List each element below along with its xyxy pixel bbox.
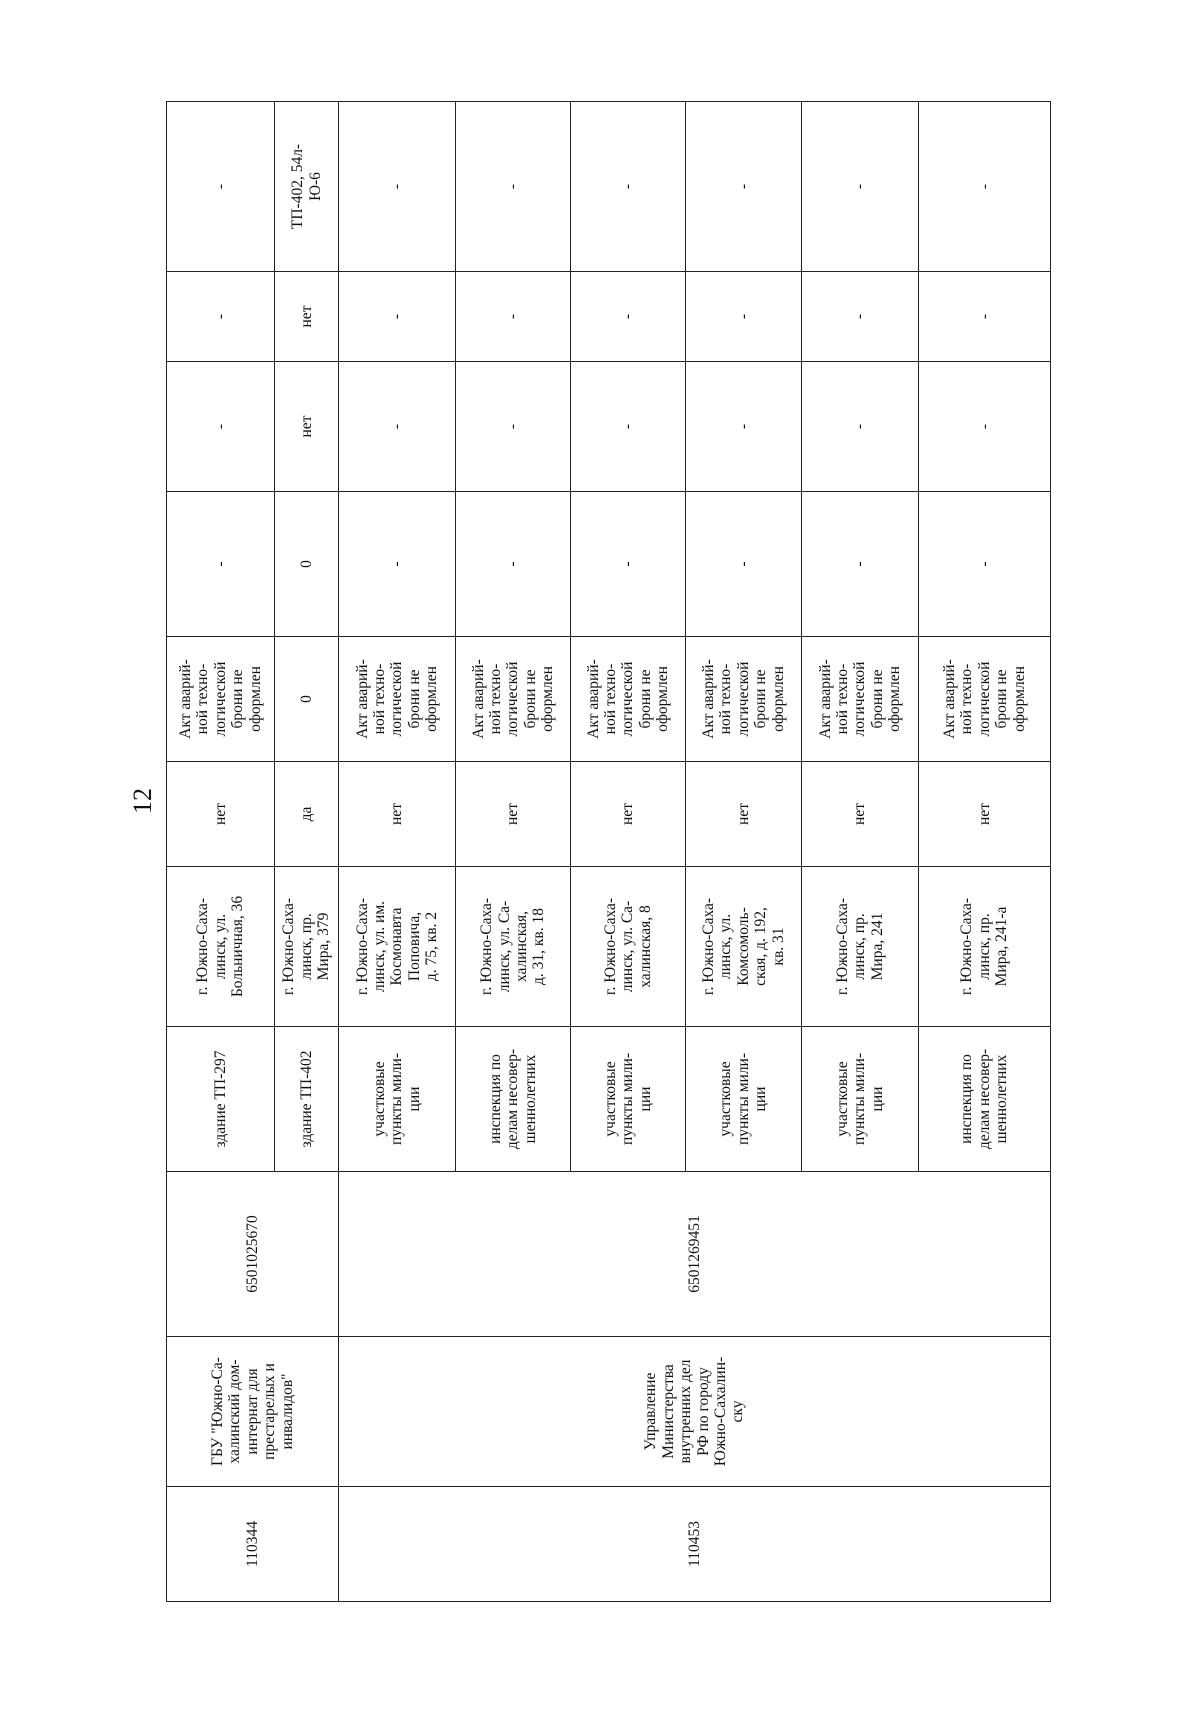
reference-cell: -: [919, 102, 1051, 272]
address-cell: г. Южно-Саха- линск, пр. Мира, 379: [275, 867, 339, 1027]
yes-no-cell: нет: [167, 762, 275, 867]
flag-cell: -: [686, 362, 802, 492]
act-status-cell: Акт аварий- ной техно- логической брони не оформлен: [167, 637, 275, 762]
act-status-cell: Акт аварий- ной техно- логической брони не оформлен: [456, 637, 571, 762]
org-code-cell: 110344: [167, 1487, 339, 1602]
yes-no-cell: да: [275, 762, 339, 867]
yes-no-cell: нет: [456, 762, 571, 867]
value-cell: -: [571, 492, 686, 637]
org-name-cell: Управление Министерства внутренних дел РФ по городу Южно-Сахалин- ску: [339, 1337, 1051, 1487]
flag-cell: нет: [275, 362, 339, 492]
object-cell: участковые пункты мили- ции: [571, 1027, 686, 1172]
page-number: 12: [128, 788, 157, 814]
value-cell: -: [167, 492, 275, 637]
act-status-cell: Акт аварий- ной техно- логической брони не оформлен: [339, 637, 456, 762]
reference-cell: -: [802, 102, 919, 272]
rotated-table-wrapper: [166, 102, 1050, 1602]
inn-cell: 6501025670: [167, 1172, 339, 1337]
org-name-cell: ГБУ "Южно-Са- халинский дом- интернат для престарелых и инвалидов": [167, 1337, 339, 1487]
flag-cell: -: [167, 362, 275, 492]
address-cell: г. Южно-Саха- линск, ул. им. Космонавта Поповича, д. 75, кв. 2: [339, 867, 456, 1027]
flag-cell: -: [339, 362, 456, 492]
act-status-cell: Акт аварий- ной техно- логической брони не оформлен: [686, 637, 802, 762]
yes-no-cell: нет: [919, 762, 1051, 867]
inn-cell: 6501269451: [339, 1172, 1051, 1337]
table-row: [339, 102, 456, 1602]
address-cell: г. Южно-Саха- линск, ул. Комсомоль- ская, д. 192, кв. 31: [686, 867, 802, 1027]
reference-cell: -: [571, 102, 686, 272]
flag-cell: -: [571, 362, 686, 492]
flag-cell: -: [802, 272, 919, 362]
reference-cell: -: [456, 102, 571, 272]
address-cell: г. Южно-Саха- линск, пр. Мира, 241: [802, 867, 919, 1027]
table-row: [167, 102, 275, 1602]
act-status-cell: Акт аварий- ной техно- логической брони не оформлен: [802, 637, 919, 762]
reference-cell: -: [686, 102, 802, 272]
flag-cell: -: [686, 272, 802, 362]
flag-cell: -: [167, 272, 275, 362]
object-cell: инспекция по делам несовер- шеннолетних: [919, 1027, 1051, 1172]
yes-no-cell: нет: [339, 762, 456, 867]
org-code-cell: 110453: [339, 1487, 1051, 1602]
address-cell: г. Южно-Саха- линск, ул. Са- халинская, 8: [571, 867, 686, 1027]
object-cell: здание ТП-402: [275, 1027, 339, 1172]
reference-cell: ТП-402, 54л- Ю-6: [275, 102, 339, 272]
flag-cell: -: [571, 272, 686, 362]
act-status-cell: Акт аварий- ной техно- логической брони не оформлен: [571, 637, 686, 762]
value-cell: -: [686, 492, 802, 637]
value-cell: 0: [275, 492, 339, 637]
reference-cell: -: [167, 102, 275, 272]
address-cell: г. Южно-Саха- линск, ул. Са- халинская, д. 31, кв. 18: [456, 867, 571, 1027]
flag-cell: -: [339, 272, 456, 362]
flag-cell: -: [919, 272, 1051, 362]
object-cell: участковые пункты мили- ции: [686, 1027, 802, 1172]
object-cell: участковые пункты мили- ции: [802, 1027, 919, 1172]
value-cell: -: [802, 492, 919, 637]
yes-no-cell: нет: [571, 762, 686, 867]
address-cell: г. Южно-Саха- линск, ул. Больничная, 36: [167, 867, 275, 1027]
flag-cell: -: [456, 362, 571, 492]
address-cell: г. Южно-Саха- линск, пр. Мира, 241-а: [919, 867, 1051, 1027]
yes-no-cell: нет: [686, 762, 802, 867]
act-status-cell: 0: [275, 637, 339, 762]
value-cell: -: [339, 492, 456, 637]
object-cell: здание ТП-297: [167, 1027, 275, 1172]
object-cell: участковые пункты мили- ции: [339, 1027, 456, 1172]
reference-cell: -: [339, 102, 456, 272]
value-cell: -: [919, 492, 1051, 637]
flag-cell: -: [802, 362, 919, 492]
flag-cell: -: [919, 362, 1051, 492]
yes-no-cell: нет: [802, 762, 919, 867]
value-cell: -: [456, 492, 571, 637]
act-status-cell: Акт аварий- ной техно- логической брони не оформлен: [919, 637, 1051, 762]
flag-cell: -: [456, 272, 571, 362]
object-cell: инспекция по делам несовер- шеннолетних: [456, 1027, 571, 1172]
register-table: [166, 101, 1051, 1602]
flag-cell: нет: [275, 272, 339, 362]
